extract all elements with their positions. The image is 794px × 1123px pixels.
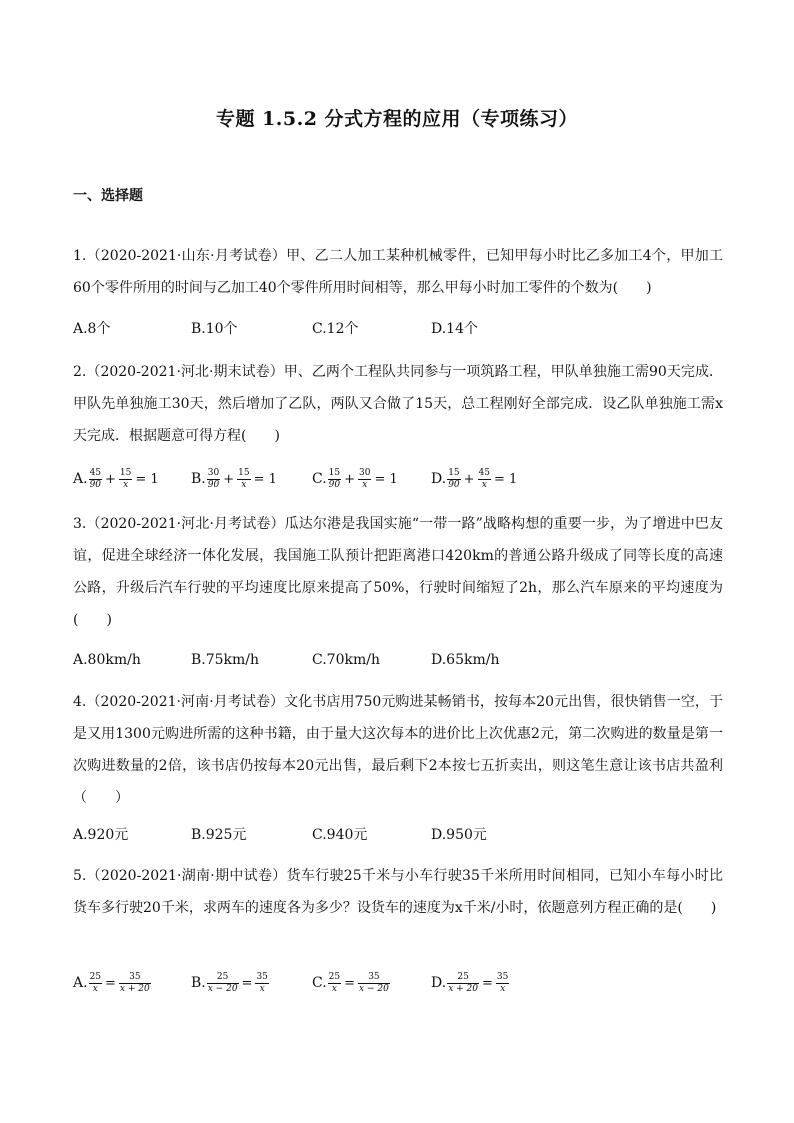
fraction-2-denominator: x [259,983,265,994]
fraction-1 [89,468,102,491]
fraction-1-denominator: x [92,983,98,994]
option-b: B.75km/h [191,652,260,668]
fraction-2-numerator: 30 [359,467,371,478]
option-label: B. [191,975,206,991]
section-heading: 一、选择题 [73,188,143,204]
fraction-2 [119,972,151,995]
operator: = [241,976,253,991]
fraction-2-numerator: 35 [119,972,151,984]
option-label: C. [312,471,327,487]
fraction-1-numerator: 45 [89,467,102,478]
fraction-2 [119,468,132,491]
option-d: D.950元 [431,827,487,843]
fraction-2 [478,468,491,491]
operator: = [105,976,116,991]
fraction-2-numerator: 15 [238,467,250,478]
option-c: C.940元 [312,827,368,843]
fraction-1-denominator: 90 [207,479,220,490]
option-a [73,466,161,493]
question-1-options [73,316,723,342]
right-hand-side: = 1 [494,472,518,487]
fraction-2-denominator: x [481,479,487,490]
fraction-2-numerator: 15 [119,467,132,478]
option-d [431,466,519,493]
fraction-1-numerator: 25 [447,972,479,984]
fraction-1-numerator: 15 [328,467,341,478]
question-3-options [73,647,723,673]
question-1-text: 1.（2020-2021·山东·月考试卷）甲、乙二人加工某种机械零件，已知甲每小时比乙多加工4个，甲加工60个零件所用的时间与乙加工40个零件所用时间相等，那么甲每小时加工零件的个数为( ) [73,248,723,296]
right-hand-side: = 1 [374,472,398,487]
fraction-2 [358,468,371,491]
fraction-1-numerator: 30 [207,467,220,478]
option-b: B.925元 [191,827,247,843]
fraction-1-denominator: x + 20 [448,983,478,994]
option-d [431,970,510,997]
page-title: 专题 1.5.2 分式方程的应用（专项练习） [215,108,579,130]
fraction-1-numerator: 15 [448,467,460,478]
option-label: D. [431,471,447,487]
fraction-1 [207,468,220,491]
fraction-2-denominator: x [362,479,368,490]
option-c [312,970,391,997]
fraction-2-denominator: x [500,983,506,994]
option-c [312,466,400,493]
fraction-1-denominator: x − 20 [207,983,238,994]
question-3-text: 3.（2020-2021·河北·月考试卷）瓜达尔港是我国实施“一带一路”战略构想的重要一步，为了增进中巴友谊，促进全球经济一体化发展，我国施工队预计把距离港口420km的普通公路升级成了同等长度的高速公路，升级后汽车行驶的平均速度比原来提高了50%，行驶时间缩短了2h，那么汽车原来的平均速度为( ) [73,516,723,628]
fraction-1 [328,972,341,995]
operator: + [463,472,475,487]
fraction-1 [447,972,479,995]
question-4-text: 4.（2020-2021·河南·月考试卷）文化书店用750元购进某畅销书，按每本20元出售，很快销售一空，于是又用1300元购进所需的这种书籍，由于量大这次每本的进价比上次优惠2元，第二次购进的数量是第一次购进数量的2倍，该书店仍按每本20元出售，最后剩下2本按七五折卖出，则这笔生意让该书店共盈利（ ） [73,694,723,806]
option-label: C. [312,975,327,991]
option-a: A.8个 [73,321,111,337]
fraction-2 [358,972,390,995]
right-hand-side: = 1 [135,472,159,487]
operator: + [105,472,116,487]
option-label: A. [73,975,88,991]
fraction-2 [237,468,250,491]
question-2-options [73,466,723,492]
operator: + [223,472,235,487]
fraction-2-denominator: x − 20 [359,983,389,994]
fraction-2 [255,972,268,995]
option-b [191,970,270,997]
option-a [73,970,152,997]
fraction-2-denominator: x [123,479,129,490]
fraction-2-denominator: x [241,479,247,490]
option-label: A. [73,471,88,487]
fraction-1 [447,468,460,491]
option-a: A.80km/h [73,652,141,668]
fraction-1-denominator: 90 [328,479,341,490]
fraction-2-numerator: 45 [478,467,490,478]
fraction-1-denominator: x [331,983,337,994]
fraction-1-numerator: 25 [89,971,102,982]
fraction-1-numerator: 25 [328,971,341,982]
fraction-2-numerator: 35 [496,971,509,982]
right-hand-side: = 1 [253,472,277,487]
fraction-1-denominator: 90 [448,479,460,490]
fraction-2-numerator: 35 [256,971,268,982]
option-c: C.70km/h [312,652,380,668]
option-d: D.14个 [431,321,478,337]
question-5-options [73,970,723,996]
question-4-options [73,822,723,848]
fraction-1 [207,972,239,995]
question-5-text: 5.（2020-2021·湖南·期中试卷）货车行驶25千米与小车行驶35千米所用时间相同，已知小车每小时比货车多行驶20千米，求两车的速度各为多少？设货车的速度为x千米/小时，依题意列方程正确的是( ) [73,868,723,916]
fraction-1 [89,972,102,995]
question-2-text: 2.（2020-2021·河北·期末试卷）甲、乙两个工程队共同参与一项筑路工程，甲队单独施工需90天完成．甲队先单独施工30天，然后增加了乙队，两队又合做了15天，总工程刚好全部完成．设乙队单独施工需x天完成．根据题意可得方程( ) [73,364,723,444]
fraction-2-denominator: x + 20 [119,983,150,994]
operator: = [344,976,356,991]
operator: = [481,976,493,991]
option-b [191,466,279,493]
fraction-2-numerator: 35 [358,972,390,984]
option-a: A.920元 [73,827,129,843]
fraction-1-denominator: 90 [89,479,102,490]
option-label: B. [191,471,206,487]
option-d: D.65km/h [431,652,500,668]
fraction-1 [328,468,341,491]
fraction-2 [496,972,509,995]
option-c: C.12个 [312,321,359,337]
option-b: B.10个 [191,321,238,337]
option-label: D. [431,975,447,991]
operator: + [344,472,356,487]
fraction-1-numerator: 25 [207,972,239,984]
